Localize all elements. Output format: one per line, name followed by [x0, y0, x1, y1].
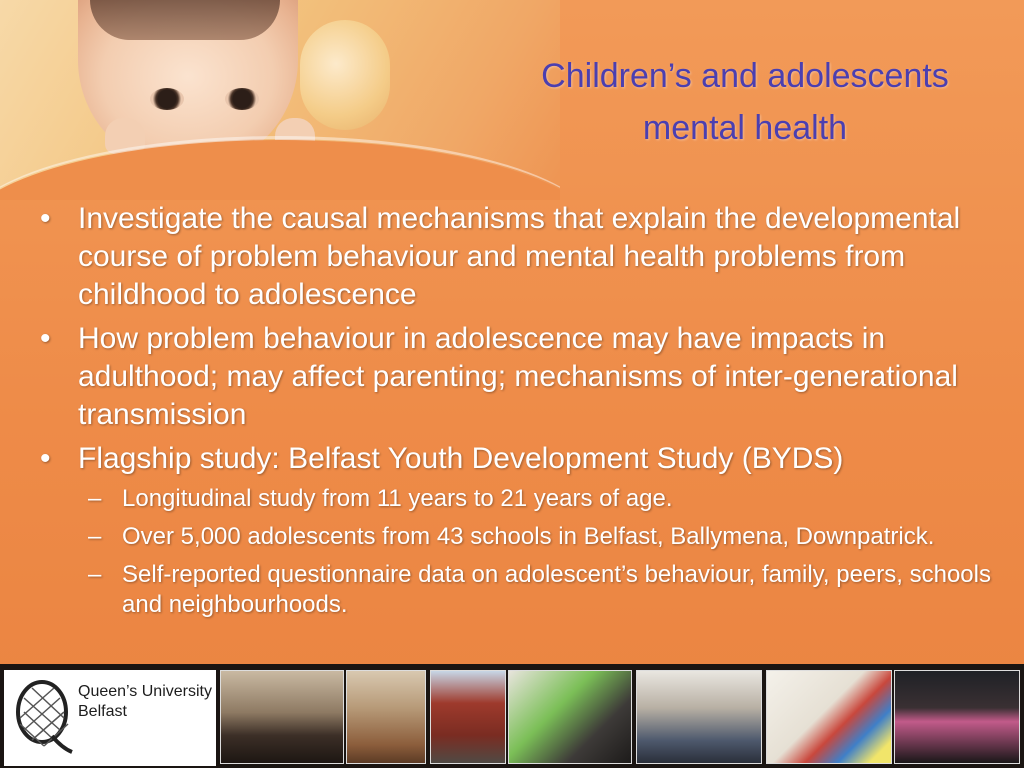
footer-photo-lecture-hall — [894, 670, 1020, 764]
hero-photo-child — [0, 0, 560, 200]
university-name — [78, 682, 212, 722]
bullet-mark: • — [40, 442, 51, 475]
logo-line-1: Queen’s University — [78, 683, 212, 700]
sub-bullet-item — [32, 522, 992, 552]
bullet-text: Flagship study: Belfast Youth Development Study (BYDS) — [78, 442, 844, 475]
university-logo — [4, 670, 216, 766]
bullet-mark: • — [40, 202, 51, 235]
university-crest-icon — [14, 678, 74, 756]
sub-bullet-mark: – — [88, 523, 102, 550]
bullet-text: Investigate the causal mechanisms that explain the developmental course of problem behaviour and mental health problems from childhood to adolescence — [78, 202, 961, 311]
bullet-mark: • — [40, 322, 51, 355]
title-line-1: Children’s and adolescents — [541, 57, 949, 95]
footer-photo-room — [346, 670, 426, 764]
sub-bullet-text: Over 5,000 adolescents from 43 schools in Belfast, Ballymena, Downpatrick. — [122, 523, 935, 550]
bullet-item — [32, 440, 992, 478]
footer-photo-street — [430, 670, 506, 764]
sub-bullet-item — [32, 484, 992, 514]
bullet-item — [32, 320, 992, 434]
sub-bullet-text: Longitudinal study from 11 years to 21 years of age. — [122, 485, 673, 512]
footer-photo-meeting — [636, 670, 762, 764]
bullet-text: How problem behaviour in adolescence may have impacts in adulthood; may affect parenting; mechanisms of inter-generational transmission — [78, 322, 958, 431]
sub-bullet-mark: – — [88, 485, 102, 512]
footer-photo-emotion-cards — [766, 670, 892, 764]
logo-line-2: Belfast — [78, 703, 127, 720]
sub-bullet-item — [32, 560, 992, 620]
title-line-2: mental health — [642, 109, 848, 147]
sub-bullet-text: Self-reported questionnaire data on adolescent’s behaviour, family, peers, schools and neighbourhoods. — [122, 561, 991, 618]
sub-bullet-mark: – — [88, 561, 102, 588]
slide-content — [32, 200, 992, 628]
slide-title — [490, 50, 1000, 154]
footer-photo-child-play — [508, 670, 632, 764]
bullet-item — [32, 200, 992, 314]
footer-photo-conference — [220, 670, 344, 764]
